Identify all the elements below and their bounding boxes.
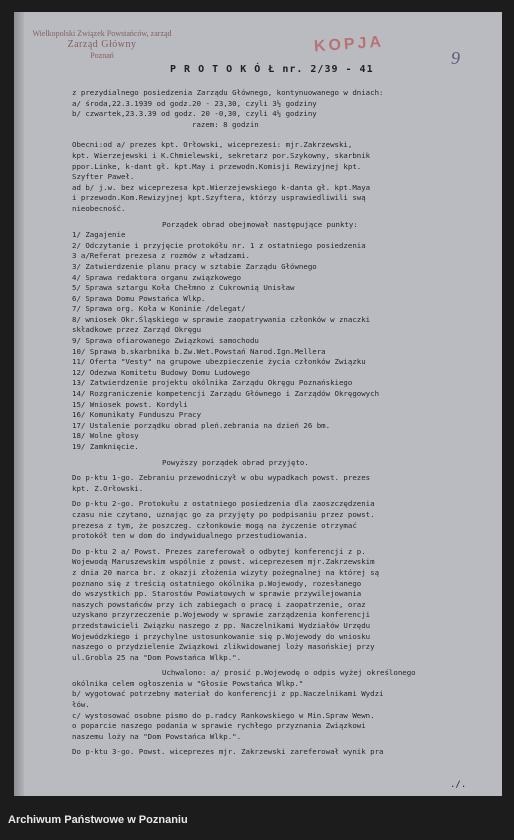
item-2-line: czasu nie czytano, uznając go za przyjęty po podpisaniu przez powst. xyxy=(72,509,375,519)
attendance-line: Obecni:od a/ prezes kpt. Orłowski, wiceprezesi: mjr.Zakrzewski, xyxy=(72,140,353,150)
attendance-line: kpt. Wierzejewski i K.Chmielewski, sekretarz por.Szykowny, skarbnik xyxy=(72,150,371,160)
item-2a-line: uzyskano przyrzeczenie p.Wojewody w sprawie zarządzenia konferencji xyxy=(72,610,371,620)
item-3-line: Do p-ktu 3-go. Powst. wiceprezes mjr. Zakrzewski zareferował wynik pra xyxy=(72,747,384,757)
agenda-item: 1/ Zagajenie xyxy=(72,230,126,240)
item-2a-line: ul.Grobla 25 na "Dom Powstańca Wlkp.". xyxy=(72,652,242,662)
agenda-item: 3 a/Referat prezesa z rozmów z władzami. xyxy=(72,251,250,261)
item-2a-line: do wszystkich pp. Starostów Powiatowych w sprawie przywilejowania xyxy=(72,589,362,599)
resolution-line: łów. xyxy=(72,700,90,710)
item-2a-line: naszych powstańców przy ich zabiegach o pracę i zaopatrzenie, oraz xyxy=(72,599,366,609)
header-line: razem: 8 godzin xyxy=(192,119,259,129)
item-2a-line: poznano się z treścią ostatniego okólnika p.Wojewody, rozesłanego xyxy=(72,578,362,588)
attendance-line: nieobecność. xyxy=(72,203,126,213)
agenda-item: 15/ Wniosek powst. Kordyli xyxy=(72,399,188,409)
session-header xyxy=(72,88,496,130)
item-2-line: prezesa z tym, że poszczeg. członkowie mogą na życzenie otrzymać xyxy=(72,520,357,530)
attendance-line: ppor.Linke, k-dant gł. kpt.May i przewodn.Komisji Rewizyjnej kpt. xyxy=(72,161,362,171)
item-2-line: protokół ten w dom do indywidualnego przestudiowania. xyxy=(72,531,308,541)
document-page xyxy=(14,12,502,796)
resolution-line: okólnika celem ogłoszenia w "Głosie Powstańca Wlkp." xyxy=(72,678,304,688)
end-mark: ./. xyxy=(450,780,467,790)
agenda-item: składkowe przez Zarząd Okręgu xyxy=(72,325,202,335)
attendance-line: Szyfter Paweł. xyxy=(72,172,135,182)
agenda-item: 18/ Wolne głosy xyxy=(72,431,139,441)
resolution-line: o poparcie naszego podania w sprawie rychłego przyznania Związkowi xyxy=(72,721,366,731)
agenda-list xyxy=(72,230,496,452)
archive-footer xyxy=(0,810,514,840)
agenda-item: 7/ Sprawa org. Koła w Koninie /delegat/ xyxy=(72,304,246,314)
item-2a-line: Wojewodą Maruszewskim wspólnie z powst. wiceprezesem mjr.Zakrzewskim xyxy=(72,557,375,567)
item-1-line: Do p-ktu 1-go. Zebraniu przewodniczył w obu wypadkach powst. prezes xyxy=(72,473,371,483)
agenda-item: 4/ Sprawa redaktora organu związkowego xyxy=(72,272,242,282)
header-line: z prezydialnego posiedzenia Zarządu Głównego, kontynuowanego w dniach: xyxy=(72,88,384,97)
agenda-item: 2/ Odczytanie i przyjęcie protokółu nr. 1 z ostatniego posiedzenia xyxy=(72,240,366,250)
item-2-line: Do p-ktu 2-go. Protokułu z ostatniego posiedzenia dla zaoszczędzenia xyxy=(72,499,375,509)
item-2a-line: naszego o przydzielenie Związkowi zlikwidowanej loży masońskiej przy xyxy=(72,642,375,652)
item-2a-line: Do p-ktu 2 a/ Powst. Prezes zareferował o odbytej konferencji z p. xyxy=(72,546,366,556)
kopia-stamp: KOPJA xyxy=(313,33,385,56)
agenda-item: 9/ Sprawa ofiarowanego Związkowi samochodu xyxy=(72,336,259,346)
item-2a-section xyxy=(72,547,496,664)
resolution-line: naszemu loży na "Dom Powstańca Wlkp.". xyxy=(72,731,242,741)
agenda-item: 16/ Komunikaty Funduszu Pracy xyxy=(72,410,202,420)
page-number: 9 xyxy=(451,48,460,68)
item-1-line: kpt. Z.Orłowski. xyxy=(72,483,144,493)
page-binding xyxy=(14,12,24,796)
agenda-item: 11/ Oferta "Vesty" na grupowe ubezpieczenie życia członków Związku xyxy=(72,357,366,367)
agenda-item: 3/ Zatwierdzenie planu pracy w sztabie Zarządu Głównego xyxy=(72,261,317,271)
organization-stamp xyxy=(32,28,172,61)
agenda-item: 6/ Sprawa Domu Powstańca Wlkp. xyxy=(72,293,206,303)
agenda-item: 12/ Odezwa Komitetu Budowy Domu Ludowego xyxy=(72,367,250,377)
agenda-item: 17/ Ustalenie porządku obrad pleń.zebrania na dzień 26 bm. xyxy=(72,420,331,430)
item-2-section xyxy=(72,499,496,541)
stamp-line-2: Zarząd Główny xyxy=(67,39,137,50)
agenda-item: 14/ Rozgraniczenie kompetencji Zarządu Głównego i Zarządów Okręgowych xyxy=(72,389,380,399)
attendance-line: ad b/ j.w. bez wiceprezesa kpt.Wierzejewskiego k-danta gł. kpt.Maya xyxy=(72,182,371,192)
agenda-item: 10/ Sprawa b.skarbnika b.Zw.Wet.Powstań Narod.Ign.Mellera xyxy=(72,346,326,356)
header-line: b/ czwartek,23.3.39 od godz. 20 -0,30, czyli 4½ godziny xyxy=(72,109,317,119)
agenda-adopted: Powyższy porządek obrad przyjęto. xyxy=(162,457,309,467)
header-line: a/ środa,22.3.1939 od godz.20 - 23,30, czyli 3½ godziny xyxy=(72,98,317,108)
attendance-line: i przewodn.Kom.Rewizyjnej kpt.Szyftera, którzy usprawiedliwili swą xyxy=(72,193,366,203)
spacer xyxy=(72,130,496,140)
agenda-item: 5/ Sprawa sztargu Koła Chełmno z Cukrownią Unisław xyxy=(72,283,295,293)
agenda-item: 13/ Zatwierdzenie projektu okólnika Zarządu Okręgu Poznańskiego xyxy=(72,378,353,388)
agenda-item: 19/ Zamknięcie. xyxy=(72,442,139,451)
agenda-heading: Porządek obrad obejmował następujące punkty: xyxy=(162,219,358,229)
item-2a-line: przedstawicieli Związku naszego z pp. Naczelnikami Wydziałów Urzędu xyxy=(72,620,371,630)
document-body xyxy=(72,88,496,758)
protocol-title: P R O T O K Ó Ł nr. 2/39 - 41 xyxy=(170,64,374,75)
resolution-line: b/ wygotować potrzebny materiał do konferencji z pp.Naczelnikami Wydzi xyxy=(72,689,384,699)
stamp-line-3: Poznań xyxy=(90,51,114,60)
item-1-section xyxy=(72,473,496,494)
item-2a-line: z dnia 20 marca br. z okazji złożenia wizyty pożegnalnej na której są xyxy=(72,567,380,577)
agenda-item: 8/ wniosek Okr.Śląskiego w sprawie zaopatrywania członków w znaczki xyxy=(72,314,371,324)
stamp-line-1: Wielkopolski Związek Powstańców, zarząd xyxy=(32,29,172,38)
resolution-line: c/ wystosować osobne pismo do p.radcy Rankowskiego w Min.Spraw Wewn. xyxy=(72,710,375,720)
archive-name: Archiwum Państwowe w Poznaniu xyxy=(8,814,188,826)
resolutions-section xyxy=(72,668,496,742)
item-2a-line: Wojewódzkiego i przychylne ustosunkowanie się p.Wojewody do wniosku xyxy=(72,631,371,641)
attendance-section xyxy=(72,140,496,214)
resolution-line: Uchwalono: a/ prosić p.Wojewodę o odpis wyżej określonego xyxy=(162,668,416,678)
